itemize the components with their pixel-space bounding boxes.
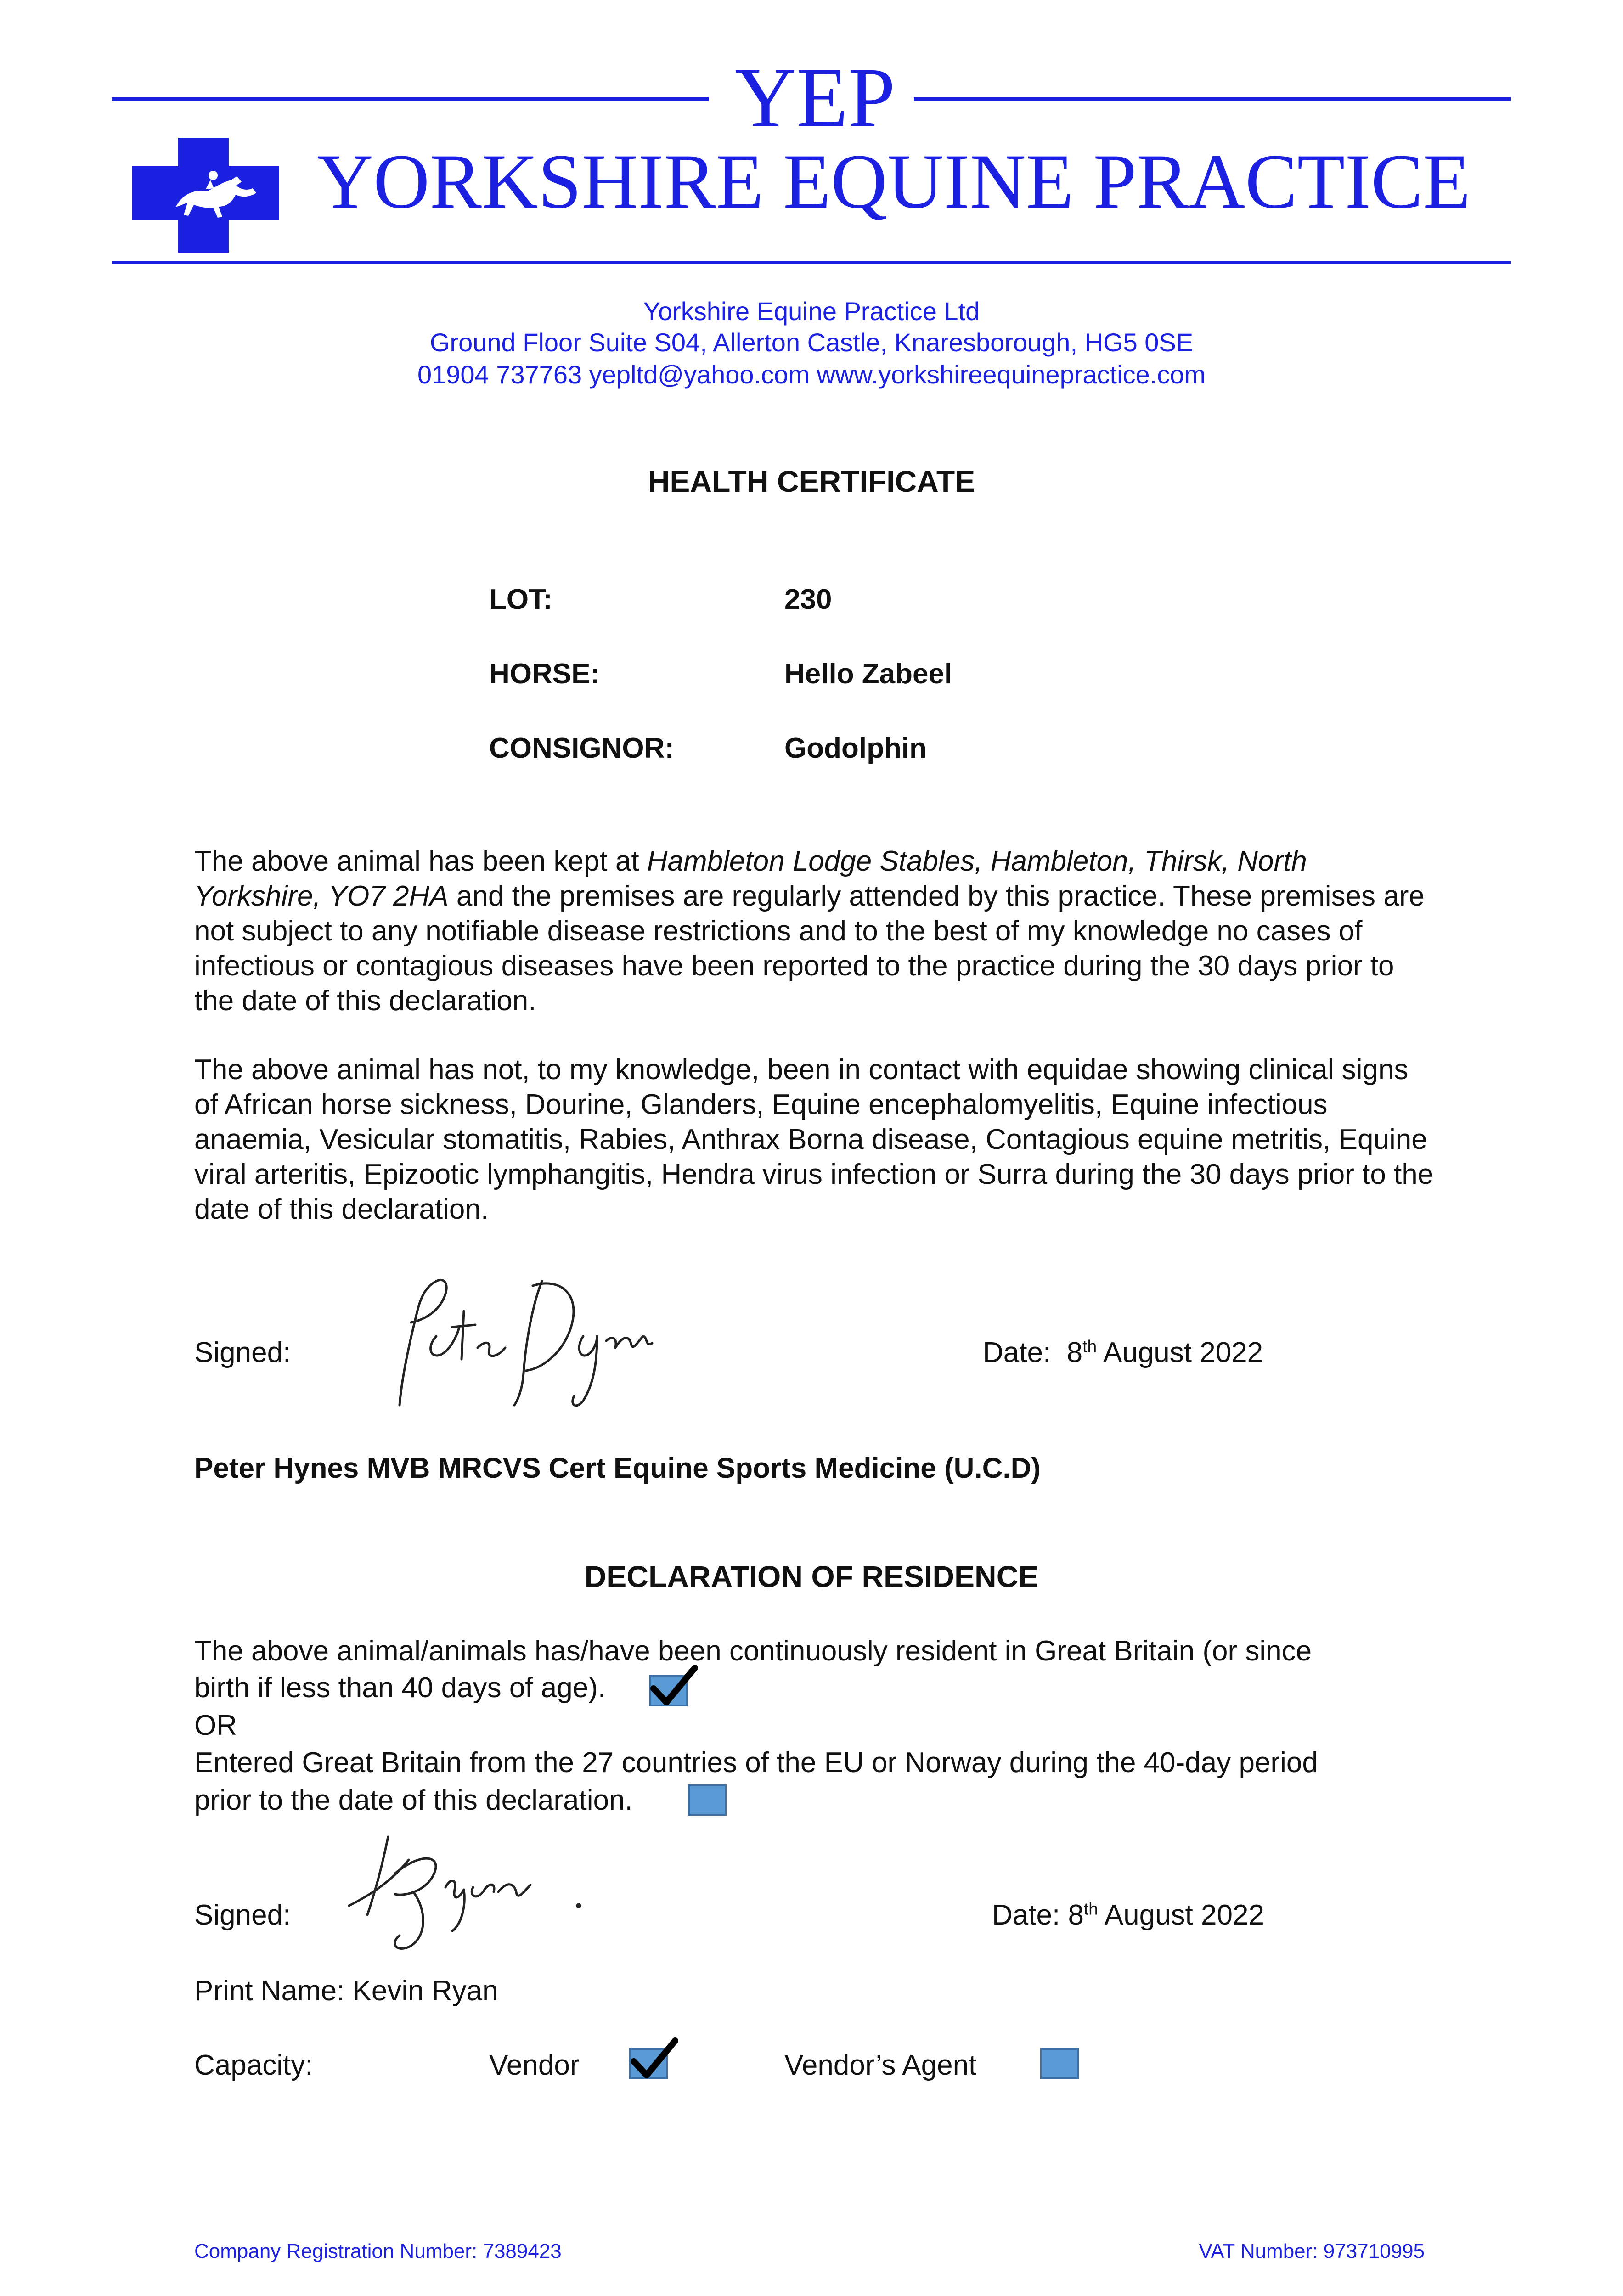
address-line-2: Ground Floor Suite S04, Allerton Castle, Knaresborough, HG5 0SE bbox=[429, 328, 1194, 357]
vendor-date bbox=[992, 1899, 1264, 1931]
vendor-label: Vendor bbox=[489, 2049, 580, 2081]
capacity-label: Capacity: bbox=[194, 2049, 313, 2081]
vet-signatory: Peter Hynes MVB MRCVS Cert Equine Sports Medicine (U.C.D) bbox=[194, 1452, 1041, 1484]
consignor-label: CONSIGNOR: bbox=[489, 732, 674, 764]
horse-label: HORSE: bbox=[489, 658, 600, 690]
vendors-agent-label: Vendor’s Agent bbox=[784, 2049, 977, 2081]
lot-value: 230 bbox=[784, 584, 832, 615]
premises-paragraph bbox=[194, 844, 1434, 1019]
vendor-signed-label: Signed: bbox=[194, 1899, 291, 1931]
vat-number: VAT Number: 973710995 bbox=[1199, 2240, 1425, 2262]
premises-paragraph-prefix: The above animal has been kept at bbox=[194, 845, 647, 877]
vet-date-label: Date: bbox=[983, 1337, 1051, 1368]
residence-option2-line1: Entered Great Britain from the 27 countries of the EU or Norway during the 40-day period bbox=[194, 1747, 1318, 1778]
consignor-value: Godolphin bbox=[784, 732, 927, 764]
checkmark-icon bbox=[649, 1663, 699, 1709]
vet-signed-label: Signed: bbox=[194, 1337, 291, 1368]
address-line-1: Yorkshire Equine Practice Ltd bbox=[643, 297, 980, 326]
vet-date-rest: August 2022 bbox=[1103, 1337, 1263, 1368]
premises-address: Hambleton Lodge Stables, Hambleton, Thirsk, North Yorkshire, YO7 2HA bbox=[194, 845, 1307, 912]
residence-option2-line2: prior to the date of this declaration. bbox=[194, 1784, 633, 1816]
vet-signature bbox=[367, 1267, 671, 1419]
logo-bottom-rule bbox=[112, 261, 1511, 264]
vendor-date-label: Date: bbox=[992, 1899, 1060, 1931]
entered-from-eu-checkbox[interactable] bbox=[688, 1784, 727, 1816]
vendor-date-rest: August 2022 bbox=[1104, 1899, 1264, 1931]
logo-top-rule-right bbox=[914, 97, 1511, 101]
logo-top-rule-left bbox=[112, 97, 709, 101]
vet-date-day: 8 bbox=[1066, 1337, 1083, 1368]
vet-date-suffix: th bbox=[1082, 1336, 1097, 1356]
premises-paragraph-suffix: and the premises are regularly attended by this practice. These premises are not subject to any notifiable disease restrictions and to the best of my knowledge no cases of infectious or contagious diseases have been reported to the practice during the 30 days prior to the date of this declaration. bbox=[194, 880, 1425, 1017]
logo-practice-name: YORKSHIRE EQUINE PRACTICE bbox=[317, 138, 1471, 225]
residence-option1-line1: The above animal/animals has/have been continuously resident in Great Britain (or since bbox=[194, 1635, 1312, 1667]
vendors-agent-checkbox[interactable] bbox=[1040, 2048, 1079, 2079]
vendor-checkbox[interactable] bbox=[629, 2048, 668, 2079]
health-certificate-title: HEALTH CERTIFICATE bbox=[648, 464, 975, 498]
disease-contact-paragraph: The above animal has not, to my knowledge, been in contact with equidae showing clinical signs of African horse sickness, Dourine, Glanders, Equine encephalomyelitis, Equine infectious anaemia, Vesicular stomatitis, Rabies, Anthrax Borna disease, Contagious equine metritis, Equine viral arteritis, Epizootic lymphangitis, Hendra virus infection or Surra during the 30 days prior to the date of this declaration. bbox=[194, 1054, 1434, 1225]
vet-date bbox=[983, 1336, 1263, 1369]
resident-gb-checkbox[interactable] bbox=[649, 1675, 688, 1706]
lot-label: LOT: bbox=[489, 584, 552, 615]
vendor-date-suffix: th bbox=[1083, 1899, 1098, 1919]
print-name: Print Name: Kevin Ryan bbox=[194, 1975, 498, 2007]
vendor-date-day: 8 bbox=[1068, 1899, 1084, 1931]
cross-with-racehorse-icon bbox=[132, 138, 279, 253]
vendor-signature bbox=[340, 1832, 597, 1961]
company-registration: Company Registration Number: 7389423 bbox=[194, 2240, 562, 2262]
horse-value: Hello Zabeel bbox=[784, 658, 952, 690]
residence-option1-line2: birth if less than 40 days of age). bbox=[194, 1672, 606, 1704]
residence-title: DECLARATION OF RESIDENCE bbox=[584, 1559, 1039, 1593]
checkmark-icon bbox=[629, 2036, 680, 2082]
logo-abbrev: YEP bbox=[735, 51, 896, 145]
residence-or: OR bbox=[194, 1710, 237, 1741]
address-line-3: 01904 737763 yepltd@yahoo.com www.yorkshireequinepractice.com bbox=[417, 360, 1206, 389]
